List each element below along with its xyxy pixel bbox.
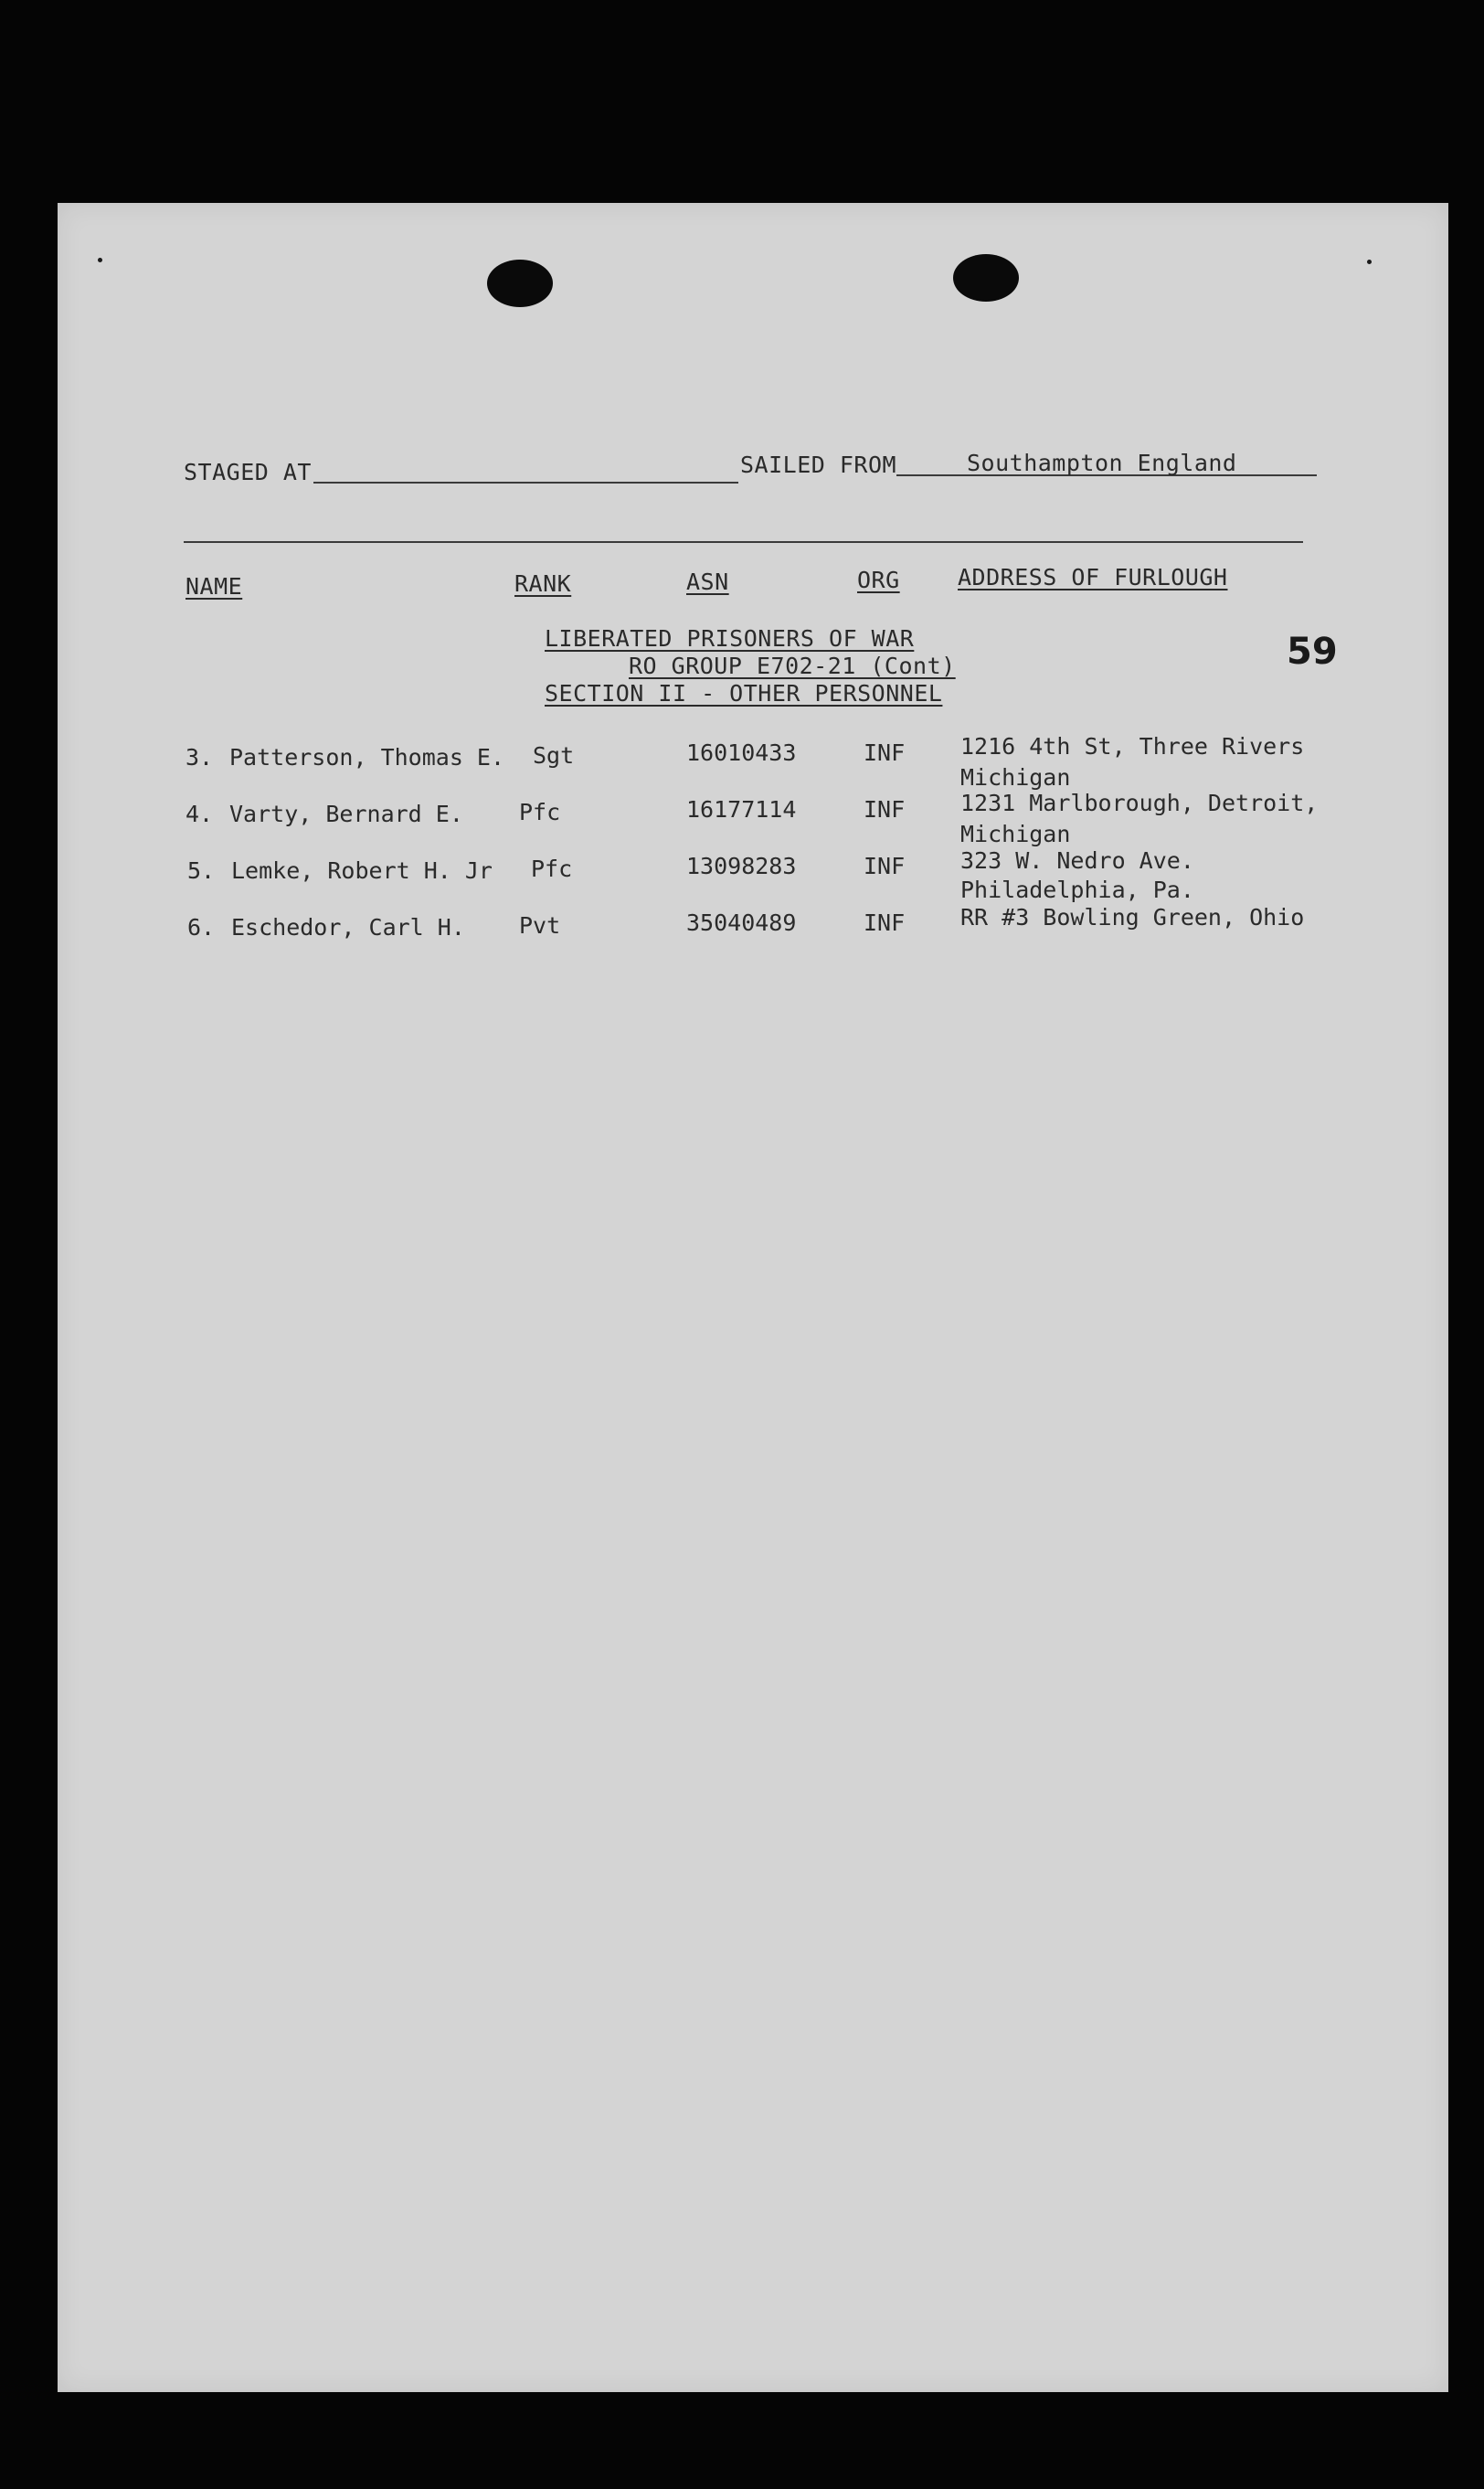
row-rank: Pfc — [519, 799, 561, 825]
row-name: Patterson, Thomas E. — [229, 744, 505, 771]
row-number: 3. — [186, 744, 214, 771]
column-header-address: ADDRESS OF FURLOUGH — [958, 564, 1228, 590]
row-address-line1: 323 W. Nedro Ave. — [960, 847, 1194, 874]
row-address-line1: 1216 4th St, Three Rivers — [960, 733, 1305, 760]
row-address-line2: Philadelphia, Pa. — [960, 877, 1194, 903]
row-address-line1: 1231 Marlborough, Detroit, — [960, 790, 1319, 816]
punch-hole-left — [487, 260, 553, 307]
row-number: 5. — [187, 857, 216, 884]
row-org: INF — [864, 853, 906, 879]
sailed-from-label: SAILED FROM — [740, 452, 897, 478]
column-header-org: ORG — [857, 567, 900, 593]
row-rank: Sgt — [533, 742, 575, 769]
staged-at-line — [313, 482, 738, 484]
speck — [98, 258, 102, 262]
row-address-line2: Michigan — [960, 821, 1071, 847]
row-asn: 13098283 — [686, 853, 797, 879]
row-name: Lemke, Robert H. Jr — [231, 857, 493, 884]
row-rank: Pvt — [519, 912, 561, 939]
row-asn: 35040489 — [686, 909, 797, 936]
row-org: INF — [864, 739, 906, 766]
column-header-asn: ASN — [686, 569, 729, 595]
column-header-name: NAME — [186, 573, 243, 600]
row-address-line2: Michigan — [960, 764, 1071, 791]
row-asn: 16177114 — [686, 796, 797, 823]
row-number: 6. — [187, 914, 216, 941]
row-org: INF — [864, 796, 906, 823]
punch-hole-right — [953, 254, 1019, 302]
row-org: INF — [864, 909, 906, 936]
row-address-line1: RR #3 Bowling Green, Ohio — [960, 904, 1305, 931]
section-header-line2: RO GROUP E702-21 (Cont) — [629, 653, 956, 679]
sailed-from-value: Southampton England — [967, 450, 1237, 476]
page-number: 59 — [1287, 631, 1338, 673]
form-separator-line — [184, 541, 1303, 543]
row-number: 4. — [186, 801, 214, 827]
row-name: Varty, Bernard E. — [229, 801, 463, 827]
speck — [1367, 260, 1372, 264]
column-header-rank: RANK — [514, 570, 572, 597]
section-header-line3: SECTION II - OTHER PERSONNEL — [545, 680, 943, 707]
section-header-line1: LIBERATED PRISONERS OF WAR — [545, 625, 915, 652]
document-page — [58, 203, 1448, 2392]
row-asn: 16010433 — [686, 739, 797, 766]
staged-at-label: STAGED AT — [184, 459, 312, 485]
row-name: Eschedor, Carl H. — [231, 914, 465, 941]
row-rank: Pfc — [531, 856, 573, 882]
